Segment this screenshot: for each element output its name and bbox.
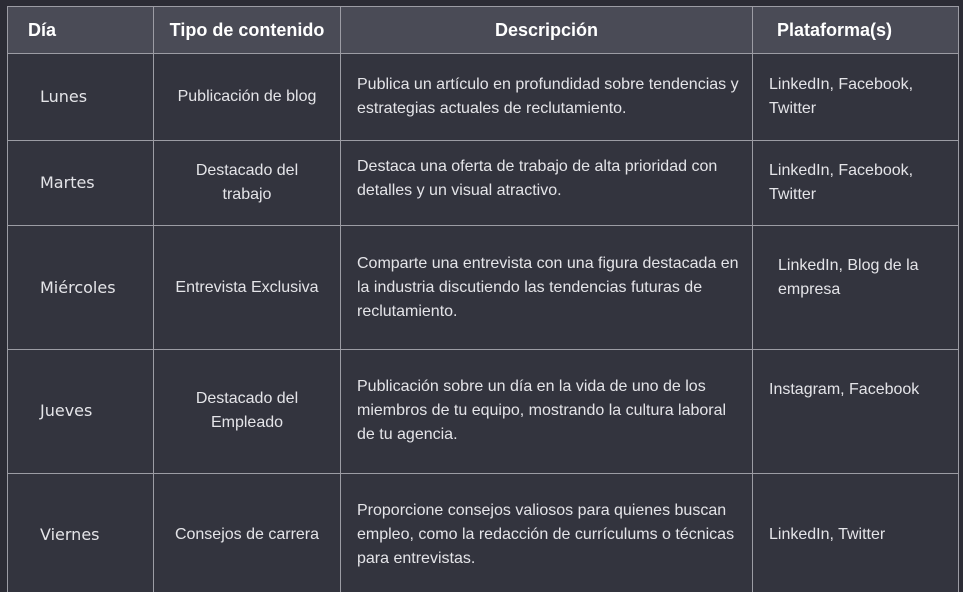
day-cell: Jueves (8, 350, 154, 473)
platforms-cell: Instagram, Facebook (753, 350, 959, 473)
content-calendar-table (7, 6, 959, 592)
content-type-cell: Destacado del trabajo (154, 140, 341, 226)
header-platforms: Plataforma(s) (753, 7, 959, 54)
description-cell: Publicación sobre un día en la vida de uno de los miembros de tu equipo, mostrando la cultura laboral de tu agencia. (341, 350, 753, 473)
description-cell: Publica un artículo en profundidad sobre tendencias y estrategias actuales de reclutamiento. (341, 54, 753, 141)
platforms-cell: LinkedIn, Twitter (753, 473, 959, 592)
header-content-type: Tipo de contenido (154, 7, 341, 54)
content-type-cell: Destacado del Empleado (154, 350, 341, 473)
content-type-cell: Publicación de blog (154, 54, 341, 141)
table-row (8, 350, 959, 473)
platforms-cell: LinkedIn, Facebook, Twitter (753, 140, 959, 226)
content-type-cell: Consejos de carrera (154, 473, 341, 592)
platforms-cell: LinkedIn, Blog de la empresa (753, 226, 959, 350)
content-type-cell: Entrevista Exclusiva (154, 226, 341, 350)
table-row (8, 54, 959, 141)
day-cell: Viernes (8, 473, 154, 592)
platforms-cell: LinkedIn, Facebook, Twitter (753, 54, 959, 141)
day-cell: Lunes (8, 54, 154, 141)
table-row (8, 140, 959, 226)
table-row (8, 226, 959, 350)
description-cell: Comparte una entrevista con una figura destacada en la industria discutiendo las tendencias futuras de reclutamiento. (341, 226, 753, 350)
description-cell: Destaca una oferta de trabajo de alta prioridad con detalles y un visual atractivo. (341, 140, 753, 226)
day-cell: Miércoles (8, 226, 154, 350)
header-description: Descripción (341, 7, 753, 54)
day-cell: Martes (8, 140, 154, 226)
description-cell: Proporcione consejos valiosos para quienes buscan empleo, como la redacción de currículums o técnicas para entrevistas. (341, 473, 753, 592)
header-row (8, 7, 959, 54)
header-day: Día (8, 7, 154, 54)
table-row (8, 473, 959, 592)
